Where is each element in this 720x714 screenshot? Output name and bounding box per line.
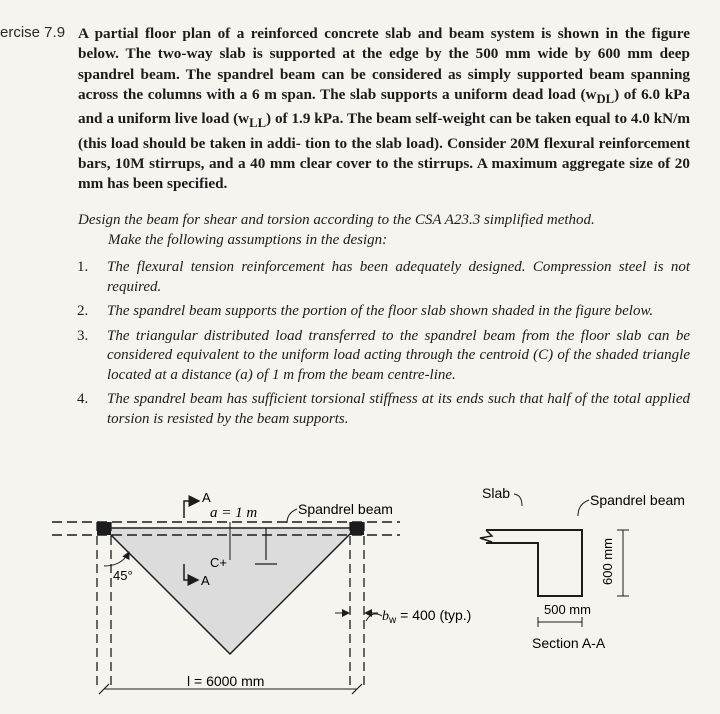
problem-line-5b: ) of 6.0 kPa and a uniform live load (w <box>78 85 691 128</box>
assumption-number: 1. <box>77 259 89 275</box>
width-label: 500 mm <box>544 602 591 617</box>
assumption-text: The spandrel beam supports the portion of the floor slab shown shaded in the figure below. <box>107 303 654 319</box>
floor-plan <box>52 490 471 694</box>
assumption-item <box>70 302 690 322</box>
exercise-label: ercise 7.9 <box>0 24 66 41</box>
centroid-label: C+ <box>210 555 227 570</box>
bw-value: = 400 (typ.) <box>396 607 472 623</box>
break-symbol <box>480 530 492 543</box>
spandrel-leader-section <box>578 500 589 516</box>
section-a-a <box>480 485 685 651</box>
bw-label <box>382 607 471 626</box>
problem-statement <box>78 24 690 194</box>
section-title: Section A-A <box>532 635 606 651</box>
problem-line-9: specified. <box>167 175 228 193</box>
spandrel-leader-plan <box>287 509 297 523</box>
problem-line-2: the figure below. The two-way slab is supported at the edge by the 500 mm wide by <box>78 25 691 63</box>
spandrel-beam-label-section: Spandrel beam <box>590 492 685 508</box>
figure <box>0 480 720 714</box>
assumption-item <box>70 258 690 297</box>
a-dimension-label: a = 1 m <box>210 505 258 521</box>
assumption-number: 4. <box>77 391 89 407</box>
assumption-number: 2. <box>77 303 89 319</box>
section-mark-top-label: A <box>202 490 211 505</box>
problem-line-4: supported beam spanning across the columns with a 6 m span. The slab supports a <box>78 65 691 103</box>
assumption-text: The spandrel beam has sufficient torsional stiffness at its ends such that half of the total applied torsion is resisted by the beam supports. <box>107 391 690 427</box>
slab-leader <box>514 494 522 506</box>
problem-line-1: A partial floor plan of a reinforced concrete slab and beam system is shown in <box>78 25 619 42</box>
design-line-1: Design the beam for shear and torsion according to the CSA A23.3 simplified method. <box>78 212 595 228</box>
assumption-list <box>70 258 690 434</box>
problem-line-5a: uniform dead load (w <box>454 85 597 103</box>
slab-label: Slab <box>482 485 511 501</box>
angle-arc <box>104 552 129 566</box>
column-right <box>350 522 364 535</box>
assumption-text: The flexural tension reinforcement has been adequately designed. Compression steel is not required. <box>107 259 690 295</box>
ll-subscript: LL <box>249 116 267 131</box>
design-instruction <box>78 210 690 250</box>
problem-line-5c: ) of 1.9 kPa. The <box>266 110 373 128</box>
dl-subscript: DL <box>596 91 615 106</box>
section-mark-top <box>184 501 199 518</box>
span-label: l = 6000 mm <box>187 673 265 689</box>
depth-label: 600 mm <box>600 538 615 585</box>
figure-drawing <box>0 480 720 714</box>
assumption-item <box>70 390 690 429</box>
problem-line-3: 600 mm deep spandrel beam. The spandrel beam can be considered as simply <box>78 45 690 83</box>
design-line-2: Make the following assumptions in the design: <box>108 232 388 248</box>
bw-subscript: w <box>389 615 397 626</box>
spandrel-beam-label-plan: Spandrel beam <box>298 501 393 517</box>
problem-line-8: a 40 mm clear cover to the stirrups. A maximum aggregate size of 20 mm has been <box>78 154 690 193</box>
assumption-text: The triangular distributed load transferred to the spandrel beam from the floor slab can be considered equivalent to the uniform load acting through the centroid (C) of the shaded triangle located at a distance (a) of 1 m from the beam centre-line. <box>107 327 690 383</box>
problem-line-6: beam self-weight can be taken equal to 4.0 kN/m (this load should be taken in addi- <box>78 110 690 152</box>
angle-label: 45° <box>113 568 133 583</box>
section-mark-bottom-label: A <box>201 573 210 588</box>
bw-symbol: b <box>382 609 389 624</box>
bw-leader <box>366 614 382 621</box>
column-left <box>97 522 111 535</box>
assumption-item <box>70 327 690 386</box>
assumption-number: 3. <box>77 327 89 344</box>
section-outline <box>486 530 582 596</box>
problem-line-7: tion to the slab load). Consider 20M flexural reinforcement bars, 10M stirrups, and <box>78 134 691 172</box>
